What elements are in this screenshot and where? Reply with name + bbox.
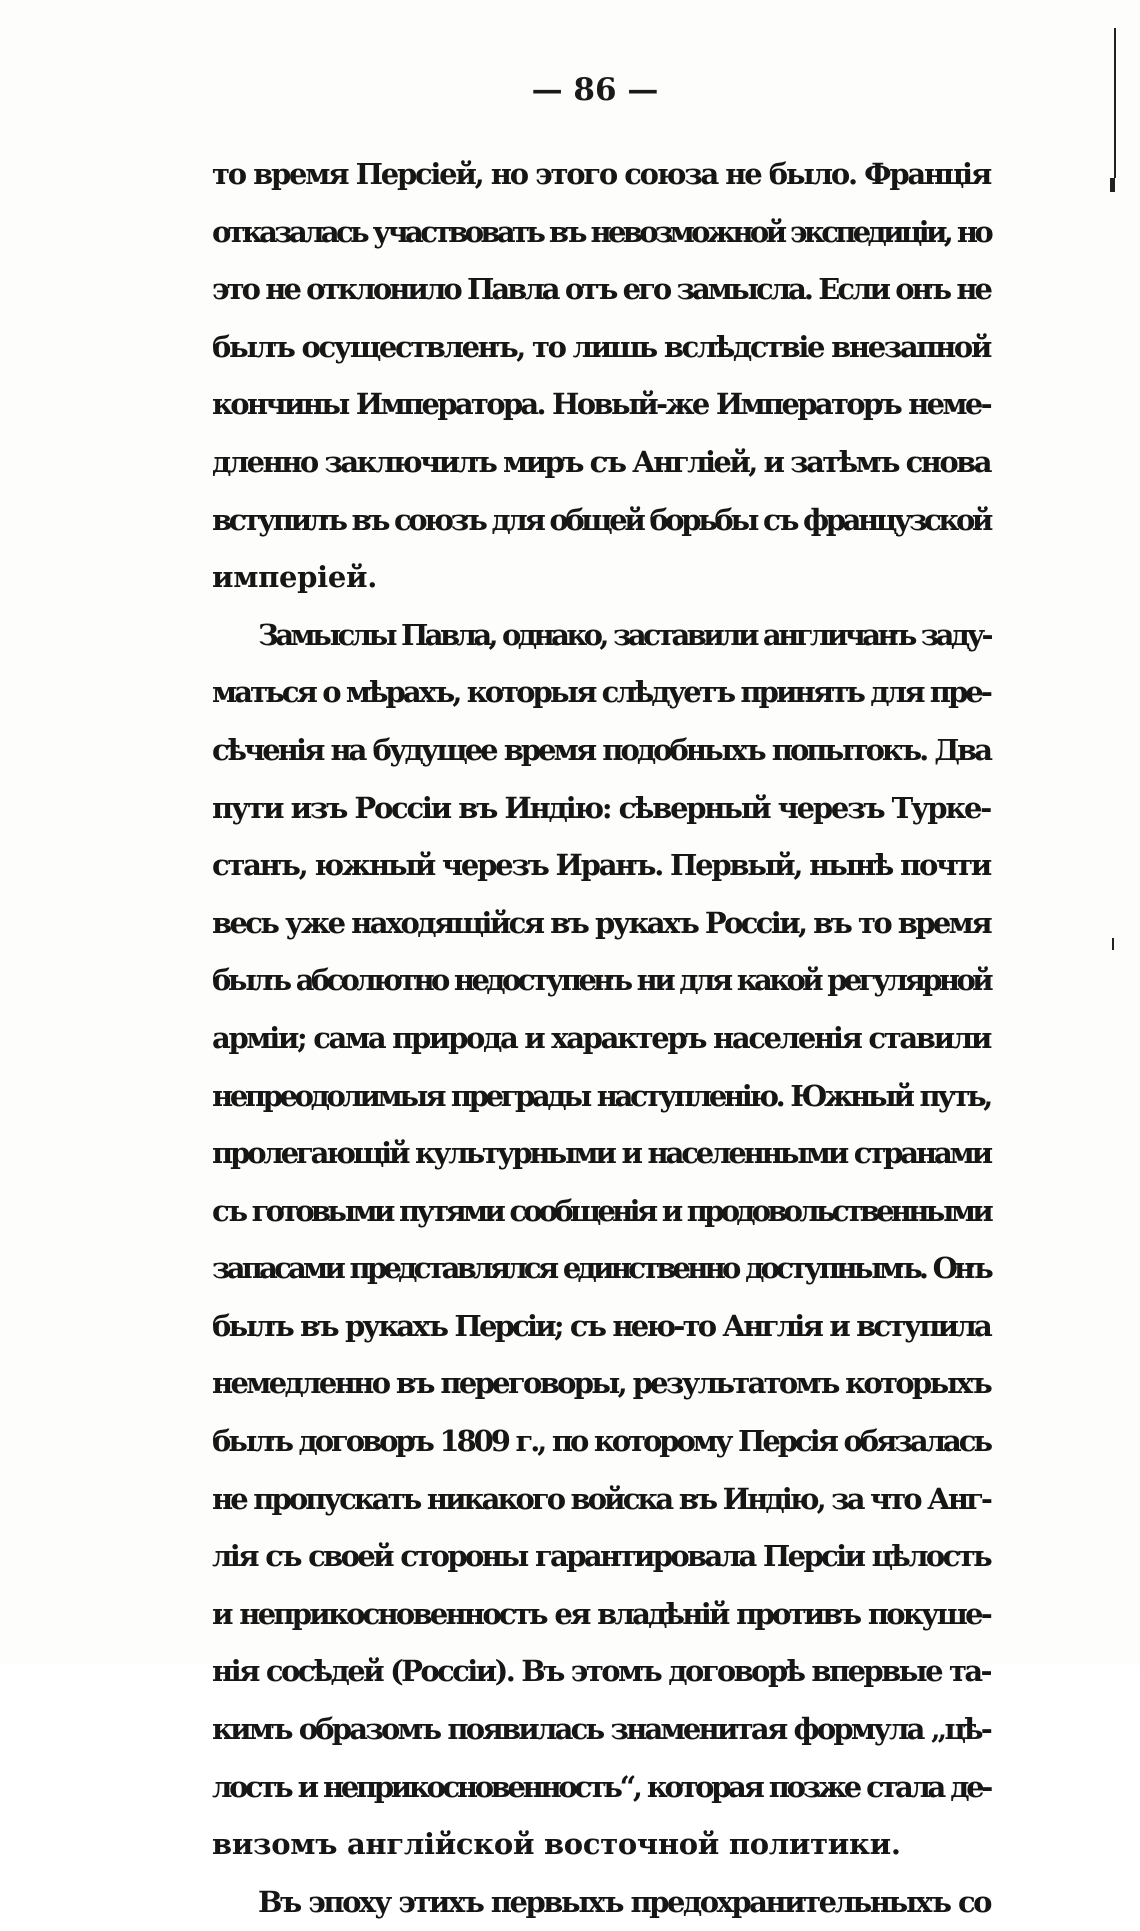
text-line: арміи; сама природа и характеръ населенія ставили <box>212 1020 990 1055</box>
text-line: и неприкосновенность ея владѣній противъ покуше- <box>212 1596 990 1631</box>
scan-edge-mark <box>1110 178 1115 192</box>
scan-edge-mark <box>1112 938 1114 950</box>
text-line: пути изъ Россіи въ Индію: сѣверный черезъ Турке- <box>212 790 990 825</box>
text-line: сѣченія на будущее время подобныхъ попытокъ. Два <box>212 732 990 767</box>
text-line: нія сосѣдей (Россіи). Въ этомъ договорѣ впервые та- <box>212 1654 990 1689</box>
text-line: былъ договоръ 1809 г., по которому Персія обязалась <box>212 1424 990 1459</box>
text-line: дленно заключилъ миръ съ Англіей, и затѣмъ снова <box>212 444 990 479</box>
text-line: былъ осуществленъ, то лишь вслѣдствіе внезапной <box>212 329 990 364</box>
text-line: кимъ образомъ появилась знаменитая формула „цѣ- <box>212 1712 990 1747</box>
text-line: непреодолимыя преграды наступленію. Южный путь, <box>212 1078 990 1113</box>
text-line: вступилъ въ союзъ для общей борьбы съ французской <box>212 502 990 537</box>
text-line: отказалась участвовать въ невозможной экспедиціи, но <box>212 214 990 249</box>
text-line: это не отклонило Павла отъ его замысла. Если онъ не <box>212 272 990 307</box>
scan-edge-mark <box>1114 28 1116 178</box>
text-line: лія съ своей стороны гарантировала Персіи цѣлость <box>212 1539 990 1574</box>
text-line: Въ эпоху этихъ первыхъ предохранительныхъ со <box>258 1884 990 1919</box>
text-line: съ готовыми путями сообщенія и продовольственными <box>212 1193 990 1228</box>
text-line: станъ, южный черезъ Иранъ. Первый, нынѣ почти <box>212 848 990 883</box>
text-line: лость и неприкосновенность“, которая позже стала де- <box>212 1769 990 1804</box>
text-line: весь уже находящійся въ рукахъ Россіи, въ то время <box>212 905 990 940</box>
page-number: — 86 — <box>531 72 659 108</box>
text-line: запасами представлялся единственно доступнымъ. Онъ <box>212 1251 990 1286</box>
text-line: то время Персіей, но этого союза не было. Франція <box>212 157 990 191</box>
text-line: былъ въ рукахъ Персіи; съ нею-то Англія и вступила <box>212 1308 990 1343</box>
text-line: имперіей. <box>212 560 378 595</box>
text-line: пролегающій культурными и населенными странами <box>212 1136 990 1171</box>
text-line: не пропускать никакого войска въ Индію, за что Анг- <box>212 1481 990 1516</box>
body-text <box>212 146 990 1931</box>
text-line: визомъ англійской восточной политики. <box>212 1827 901 1862</box>
text-line: былъ абсолютно недоступенъ ни для какой регулярной <box>212 963 990 998</box>
text-line: немедленно въ переговоры, результатомъ которыхъ <box>212 1366 990 1401</box>
text-line: Замыслы Павла, однако, заставили англичанъ заду- <box>258 617 990 652</box>
text-line: кончины Императора. Новый-же Императоръ неме- <box>212 387 990 422</box>
text-line: маться о мѣрахъ, которыя слѣдуетъ принять для пре- <box>212 675 990 710</box>
